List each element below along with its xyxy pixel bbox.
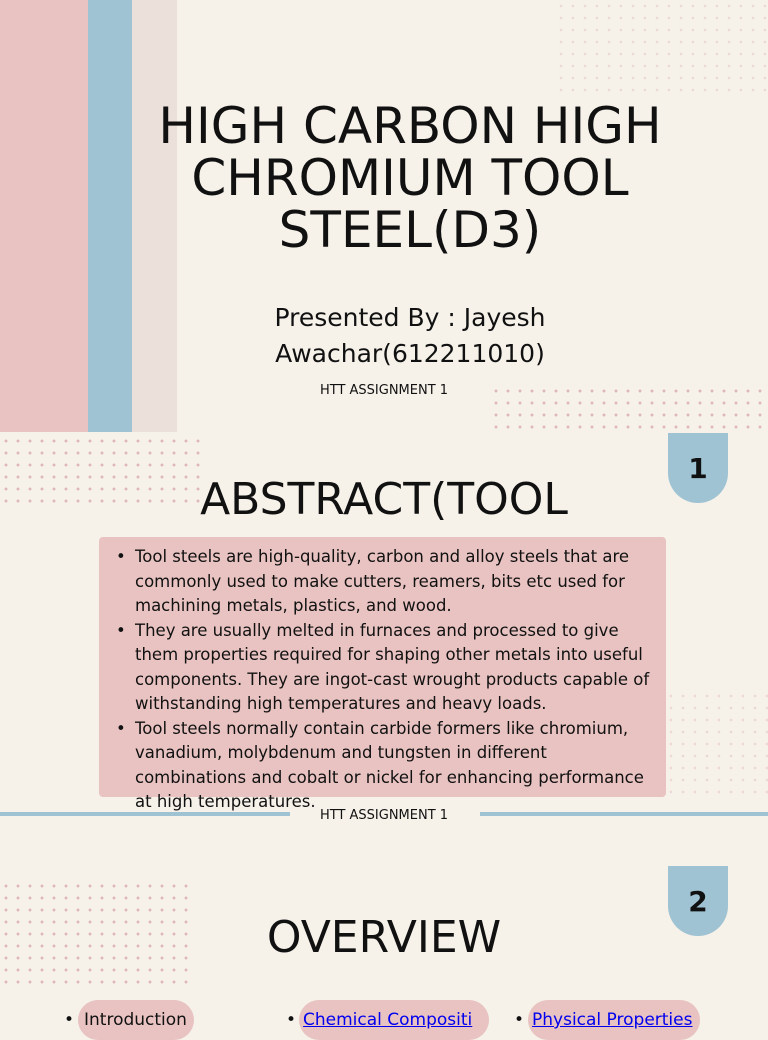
section-title-overview: OVERVIEW: [266, 912, 502, 963]
overview-link-chemical-composition[interactable]: [299, 1000, 489, 1040]
overview-item-label[interactable]: Chemical Compositi: [303, 1010, 473, 1030]
bullet-item: • Tool steels normally contain carbide formers like chromium, vanadium, molybdenum and tungsten in different combinations and cobalt or nickel for enhancing performance at high temperatures.: [116, 717, 661, 815]
abstract-bullet-list: [116, 545, 661, 815]
decor-blue-stripe: [88, 0, 132, 432]
bullet-item: • They are usually melted in furnaces and processed to give them properties required for shaping other metals into useful components. They are ingot-cast wrought products capable of withstanding high temperatures and heavy loads.: [116, 619, 661, 717]
bullet-dot: •: [64, 1010, 75, 1030]
page-number: 1: [688, 451, 708, 485]
decor-dots-right-lower: [665, 690, 768, 800]
decor-dots-top-right: [555, 0, 768, 95]
overview-item-label[interactable]: Physical Properties: [532, 1010, 693, 1030]
bullet-item: • Tool steels are high-quality, carbon and alloy steels that are commonly used to make cutters, reamers, bits etc used for machining metals, plastics, and wood.: [116, 545, 661, 619]
slide-footer: HTT ASSIGNMENT 1: [319, 808, 449, 823]
page-number: 2: [688, 884, 708, 918]
overview-item-introduction[interactable]: [78, 1000, 194, 1040]
overview-item-label: Introduction: [84, 1010, 187, 1030]
decor-pink-stripe: [0, 0, 88, 432]
slide-footer: HTT ASSIGNMENT 1: [319, 383, 449, 398]
slide-title: HIGH CARBON HIGH CHROMIUM TOOL STEEL(D3): [158, 97, 662, 259]
bullet-dot: •: [514, 1010, 525, 1030]
overview-link-physical-properties[interactable]: [528, 1000, 700, 1040]
presenter-line: Presented By : Jayesh Awachar(612211010): [274, 303, 546, 368]
section-title-abstract: ABSTRACT(TOOL: [200, 474, 568, 525]
bullet-dot: •: [286, 1010, 297, 1030]
